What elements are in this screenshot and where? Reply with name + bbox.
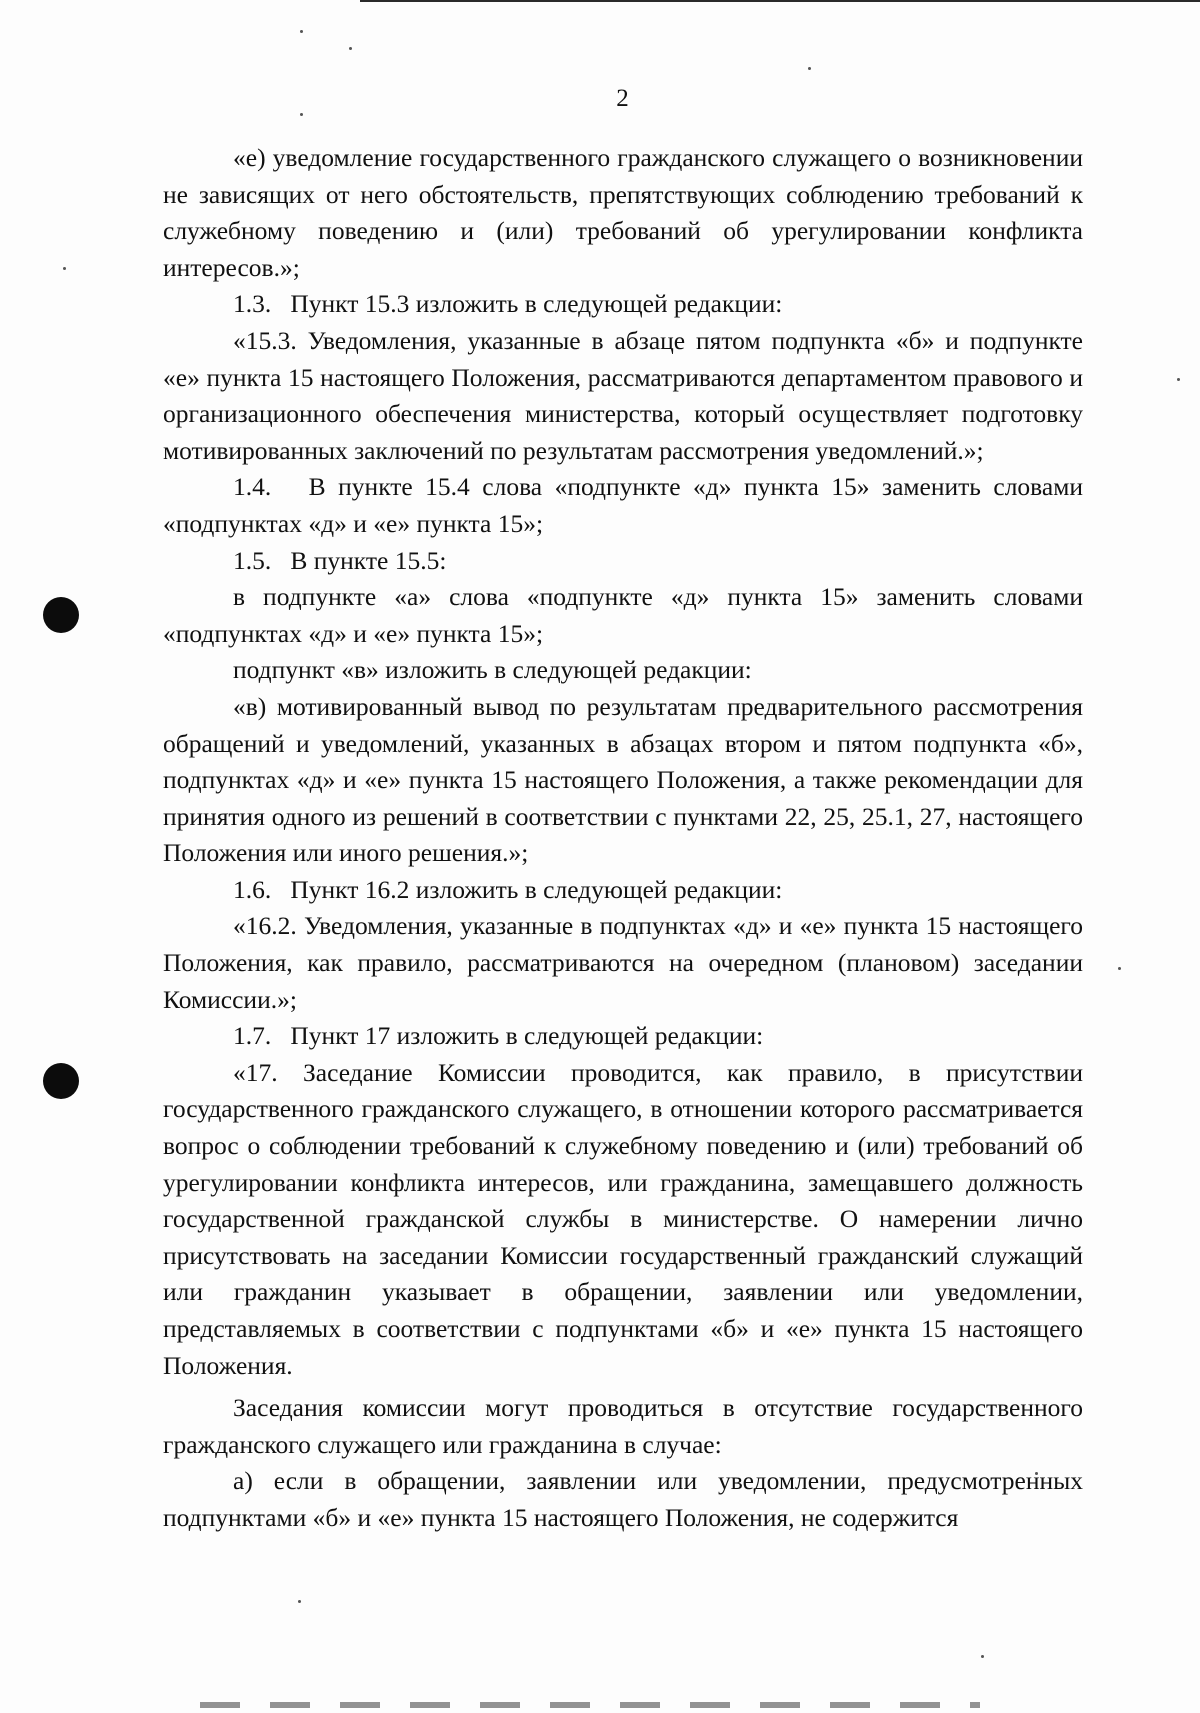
scan-speck — [298, 1600, 301, 1603]
scan-speck — [981, 1655, 984, 1658]
document-body — [163, 140, 1083, 1537]
scan-speck — [1177, 378, 1180, 381]
punch-hole — [43, 1063, 79, 1099]
paragraph: 1.4. В пункте 15.4 слова «подпункте «д» пункта 15» заменить словами «подпунктах «д» и «е» пункта 15»; — [163, 472, 1083, 538]
paragraph: 1.7. Пункт 17 изложить в следующей редакции: — [233, 1021, 764, 1051]
punch-hole — [43, 597, 79, 633]
paragraph: 1.5. В пункте 15.5: — [233, 545, 447, 575]
scan-speck — [63, 267, 66, 270]
paragraph: «15.3. Уведомления, указанные в абзаце пятом подпункта «б» и подпункте «е» пункта 15 настоящего Положения, рассматриваются департаментом правового и организационного обеспечения министерства, который осуществляет подготовку мотивированных заключений по результатам рассмотрения уведомлений.»; — [163, 325, 1083, 465]
paragraph: подпункт «в» изложить в следующей редакции: — [233, 655, 752, 685]
scan-speck — [300, 30, 303, 33]
paragraph: а) если в обращении, заявлении или уведомлении, предусмотренных подпунктами «б» и «е» пункта 15 настоящего Положения, не содержится — [163, 1466, 1083, 1532]
paragraph: 1.6. Пункт 16.2 изложить в следующей редакции: — [233, 874, 783, 904]
paragraph: «в) мотивированный вывод по результатам предварительного рассмотрения обращений и уведомлений, указанных в абзацах втором и пятом подпункта «б», подпунктах «д» и «е» пункта 15 настоящего Положения, а также рекомендации для принятия одного из решений в соответствии с пунктами 22, 25, 25.1, 27, настоящего Положения или иного решения.»; — [163, 691, 1083, 868]
paragraph: «17. Заседание Комиссии проводится, как правило, в присутствии государственного гражданского служащего, в отношении которого рассматривается вопрос о соблюдении требований к служебному поведению и (или) требований об урегулировании конфликта интересов, или гражданина, замещавшего должность государственной гражданской службы в министерстве. О намерении лично присутствовать на заседании Комиссии государственный гражданский служащий или гражданин указывает в обращении, заявлении или уведомлении, представляемых в соответствии с подпунктами «б» и «е» пункта 15 настоящего Положения. — [163, 1057, 1083, 1380]
page-number: 2 — [616, 85, 629, 112]
paragraph: «е) уведомление государственного гражданского служащего о возникновении не зависящих от него обстоятельств, препятствующих соблюдению требований к служебному поведению и (или) требований об урегулировании конфликта интересов.»; — [163, 143, 1083, 282]
scan-speck — [1118, 967, 1121, 970]
paragraph: 1.3. Пункт 15.3 изложить в следующей редакции: — [233, 289, 783, 319]
paragraph: Заседания комиссии могут проводиться в отсутствие государственного гражданского служащего или гражданина в случае: — [163, 1393, 1083, 1459]
scan-speck — [808, 67, 811, 70]
scan-speck — [349, 47, 352, 50]
bottom-scan-artifact — [200, 1702, 980, 1708]
paragraph: «16.2. Уведомления, указанные в подпунктах «д» и «е» пункта 15 настоящего Положения, как правило, рассматриваются на очередном (плановом) заседании Комиссии.»; — [163, 911, 1083, 1014]
top-edge-line — [360, 0, 1200, 2]
paragraph: в подпункте «а» слова «подпункте «д» пункта 15» заменить словами «подпунктах «д» и «е» пункта 15»; — [163, 582, 1083, 648]
